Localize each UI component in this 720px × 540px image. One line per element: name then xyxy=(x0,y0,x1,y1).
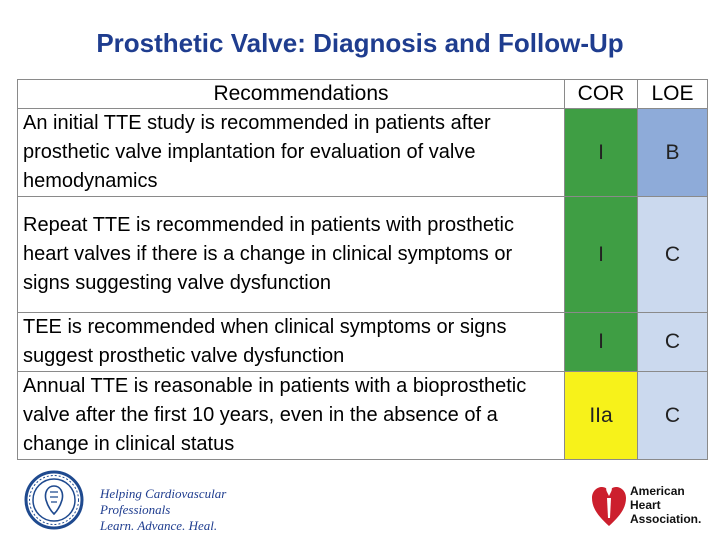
page-title: Prosthetic Valve: Diagnosis and Follow-Up xyxy=(96,28,624,58)
header-cor: COR xyxy=(565,80,638,109)
aha-heart-torch-icon xyxy=(590,478,628,532)
acc-tagline-line2: Learn. Advance. Heal. xyxy=(100,518,218,533)
recommendation-text: An initial TTE study is recommended in patients after prosthetic valve implantation for evaluation of valve hemodynamics xyxy=(18,109,565,197)
acc-branding xyxy=(20,470,280,533)
recommendation-text: Annual TTE is reasonable in patients with a bioprosthetic valve after the first 10 years, even in the absence of a change in clinical status xyxy=(18,372,565,460)
cor-cell: I xyxy=(565,197,638,313)
table-row xyxy=(18,109,708,197)
recommendation-text: TEE is recommended when clinical symptoms or signs suggest prosthetic valve dysfunction xyxy=(18,313,565,372)
table-header-row xyxy=(18,80,708,109)
cor-cell: IIa xyxy=(565,372,638,460)
aha-line3: Association. xyxy=(630,512,702,526)
cor-cell: I xyxy=(565,109,638,197)
aha-wordmark xyxy=(630,484,701,526)
loe-cell: C xyxy=(638,372,708,460)
header-recommendations: Recommendations xyxy=(18,80,565,109)
aha-line1: American xyxy=(630,484,685,498)
aha-branding xyxy=(590,476,715,536)
aha-line2: Heart xyxy=(630,498,661,512)
acc-tagline xyxy=(100,486,280,534)
acc-seal-icon xyxy=(22,470,86,530)
loe-cell: C xyxy=(638,313,708,372)
cor-cell: I xyxy=(565,313,638,372)
recommendation-text: Repeat TTE is recommended in patients with prosthetic heart valves if there is a change in clinical symptoms or signs suggesting valve dysfunction xyxy=(18,197,565,313)
loe-cell: B xyxy=(638,109,708,197)
acc-tagline-line1: Helping Cardiovascular Professionals xyxy=(100,486,227,517)
table-row xyxy=(18,197,708,313)
recommendations-table xyxy=(17,79,708,460)
table-row xyxy=(18,372,708,460)
loe-cell: C xyxy=(638,197,708,313)
table-row xyxy=(18,313,708,372)
header-loe: LOE xyxy=(638,80,708,109)
